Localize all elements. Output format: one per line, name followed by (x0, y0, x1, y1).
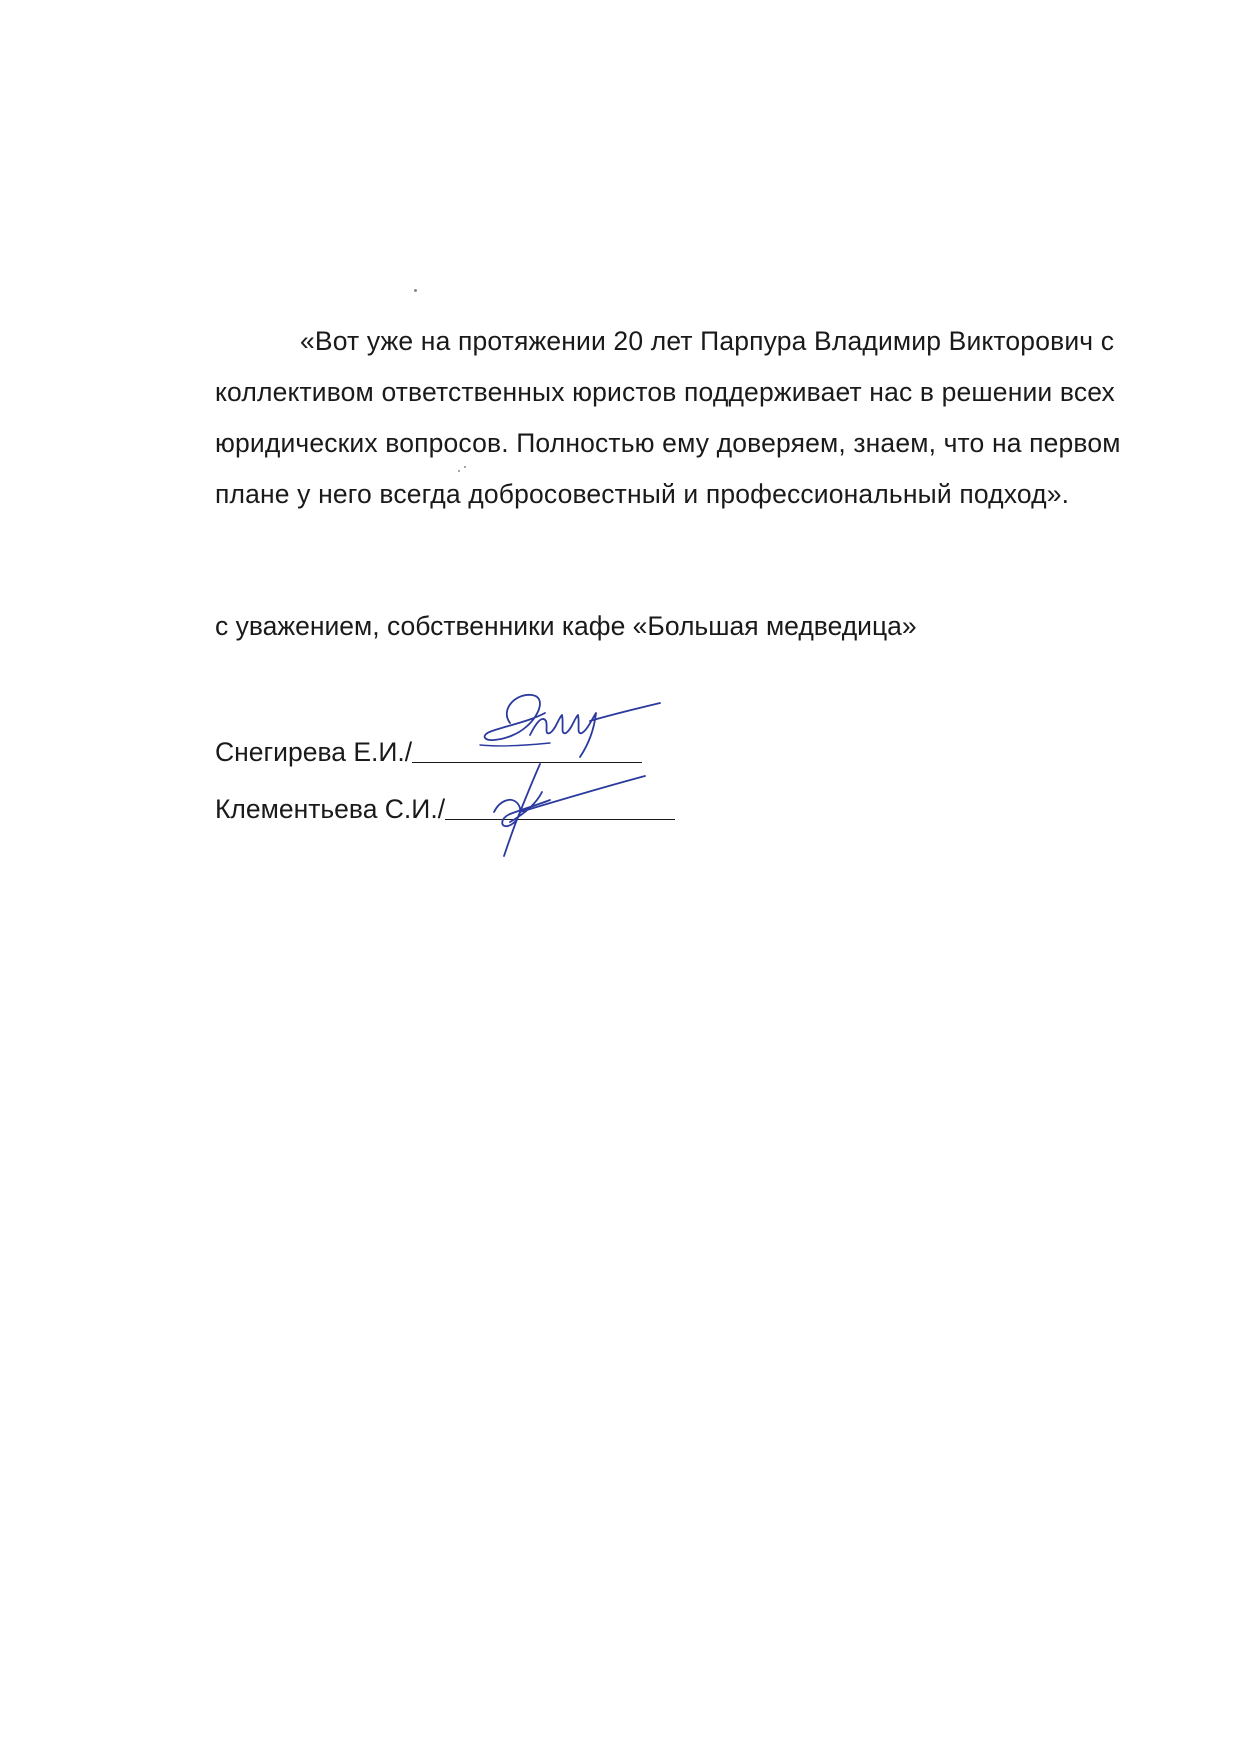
signatory-name: Клементьева С.И./ (215, 794, 446, 824)
signature-line (445, 819, 675, 820)
signature-line (412, 762, 642, 763)
signatory-row (215, 789, 675, 829)
scan-speck (414, 289, 417, 292)
testimonial-text (215, 316, 1200, 520)
testimonial-line: плане у него всегда добросовестный и профессиональный подход». (215, 479, 1070, 509)
signatory-row (215, 732, 642, 772)
signatory-name: Снегирева Е.И./ (215, 737, 413, 767)
closing-phrase: с уважением, собственники кафе «Большая медведица» (215, 611, 917, 641)
testimonial-line: «Вот уже на протяжении 20 лет Парпура Владимир Викторович с (300, 326, 1115, 356)
testimonial-line: юридических вопросов. Полностью ему доверяем, знаем, что на первом (215, 428, 1121, 458)
testimonial-line: коллективом ответственных юристов поддерживает нас в решении всех (215, 377, 1115, 407)
